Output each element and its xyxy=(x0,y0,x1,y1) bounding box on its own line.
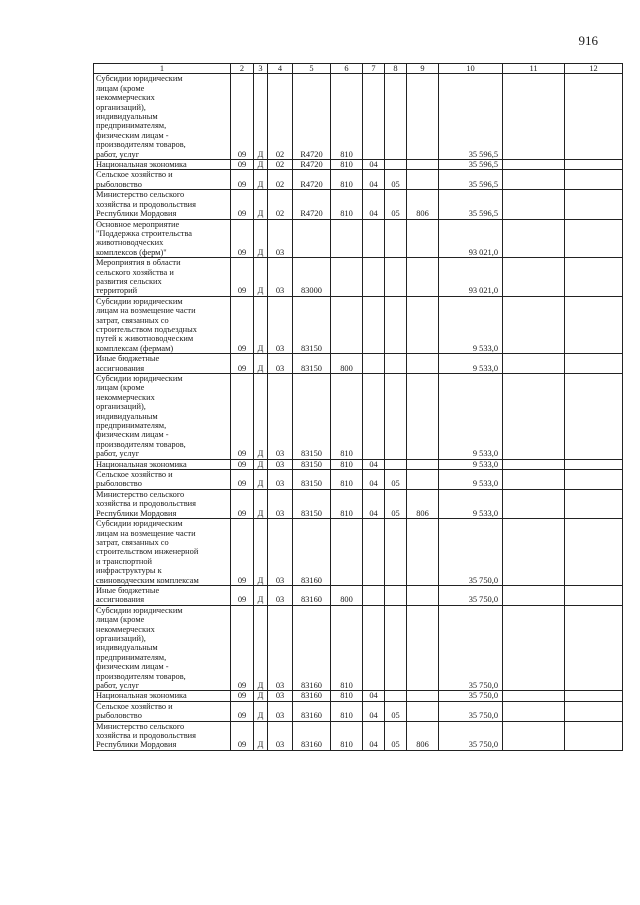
cell-code-9 xyxy=(407,219,439,258)
cell-code-3: Д xyxy=(254,605,268,691)
cell-code-4: 03 xyxy=(268,296,293,353)
cell-code-3: Д xyxy=(254,170,268,190)
cell-amount: 35 596,5 xyxy=(439,170,503,190)
cell-col-12 xyxy=(565,585,623,605)
cell-code-5: 83160 xyxy=(293,721,331,750)
cell-code-4: 03 xyxy=(268,459,293,469)
cell-code-2: 09 xyxy=(231,489,254,518)
cell-code-5: 83160 xyxy=(293,691,331,701)
cell-code-4: 03 xyxy=(268,691,293,701)
cell-code-3: Д xyxy=(254,219,268,258)
cell-code-3: Д xyxy=(254,691,268,701)
cell-code-6: 810 xyxy=(331,605,363,691)
cell-col-11 xyxy=(503,459,565,469)
cell-code-4: 03 xyxy=(268,258,293,297)
column-header: 1 xyxy=(94,64,231,74)
cell-amount: 93 021,0 xyxy=(439,219,503,258)
cell-code-4: 03 xyxy=(268,219,293,258)
cell-code-4: 02 xyxy=(268,74,293,160)
cell-code-8: 05 xyxy=(385,190,407,219)
cell-code-5: R4720 xyxy=(293,160,331,170)
cell-name: Основное мероприятие "Поддержка строительства животноводческих комплексов (ферм)" xyxy=(94,219,231,258)
column-header: 3 xyxy=(254,64,268,74)
cell-name: Субсидии юридическим лицам (кроме некоммерческих организаций), индивидуальным предпринимателям, физическим лицам - производителям товаров, работ, услуг xyxy=(94,605,231,691)
cell-code-8: 05 xyxy=(385,489,407,518)
cell-col-11 xyxy=(503,74,565,160)
cell-code-3: Д xyxy=(254,470,268,490)
cell-code-3: Д xyxy=(254,519,268,586)
cell-code-7 xyxy=(363,74,385,160)
cell-code-7: 04 xyxy=(363,701,385,721)
cell-code-9: 806 xyxy=(407,721,439,750)
cell-code-7 xyxy=(363,296,385,353)
cell-col-12 xyxy=(565,489,623,518)
cell-col-11 xyxy=(503,296,565,353)
cell-col-12 xyxy=(565,258,623,297)
cell-code-9 xyxy=(407,519,439,586)
cell-code-3: Д xyxy=(254,489,268,518)
cell-col-12 xyxy=(565,459,623,469)
cell-code-4: 03 xyxy=(268,519,293,586)
cell-code-4: 03 xyxy=(268,374,293,460)
cell-code-2: 09 xyxy=(231,459,254,469)
cell-code-8: 05 xyxy=(385,721,407,750)
cell-code-4: 03 xyxy=(268,605,293,691)
cell-name: Иные бюджетные ассигнования xyxy=(94,585,231,605)
cell-code-5: 83150 xyxy=(293,459,331,469)
cell-code-4: 03 xyxy=(268,585,293,605)
table-row xyxy=(94,691,623,701)
cell-amount: 9 533,0 xyxy=(439,489,503,518)
cell-code-6: 810 xyxy=(331,470,363,490)
cell-code-7: 04 xyxy=(363,160,385,170)
cell-name: Сельское хозяйство и рыболовство xyxy=(94,470,231,490)
cell-code-3: Д xyxy=(254,258,268,297)
cell-col-12 xyxy=(565,190,623,219)
cell-code-8 xyxy=(385,160,407,170)
cell-col-11 xyxy=(503,701,565,721)
cell-col-11 xyxy=(503,160,565,170)
cell-code-9 xyxy=(407,459,439,469)
cell-code-8 xyxy=(385,585,407,605)
cell-code-3: Д xyxy=(254,721,268,750)
cell-col-12 xyxy=(565,605,623,691)
table-header-row xyxy=(94,64,623,74)
cell-amount: 9 533,0 xyxy=(439,459,503,469)
cell-code-5: 83150 xyxy=(293,470,331,490)
cell-code-5: 83150 xyxy=(293,296,331,353)
cell-col-11 xyxy=(503,519,565,586)
table-row xyxy=(94,519,623,586)
cell-code-7: 04 xyxy=(363,190,385,219)
cell-code-2: 09 xyxy=(231,160,254,170)
cell-amount: 35 750,0 xyxy=(439,519,503,586)
cell-code-5: 83150 xyxy=(293,354,331,374)
cell-code-3: Д xyxy=(254,354,268,374)
cell-code-6: 810 xyxy=(331,74,363,160)
cell-code-6: 810 xyxy=(331,721,363,750)
column-header: 9 xyxy=(407,64,439,74)
cell-code-9 xyxy=(407,160,439,170)
cell-code-4: 03 xyxy=(268,470,293,490)
cell-amount: 35 596,5 xyxy=(439,74,503,160)
cell-code-2: 09 xyxy=(231,170,254,190)
cell-code-8 xyxy=(385,605,407,691)
cell-code-8 xyxy=(385,374,407,460)
column-header: 5 xyxy=(293,64,331,74)
cell-code-2: 09 xyxy=(231,605,254,691)
cell-code-8: 05 xyxy=(385,470,407,490)
cell-code-7 xyxy=(363,605,385,691)
cell-code-2: 09 xyxy=(231,258,254,297)
cell-code-7 xyxy=(363,258,385,297)
cell-amount: 35 596,5 xyxy=(439,160,503,170)
cell-col-11 xyxy=(503,190,565,219)
cell-amount: 9 533,0 xyxy=(439,296,503,353)
cell-col-12 xyxy=(565,160,623,170)
cell-name: Субсидии юридическим лицам на возмещение части затрат, связанных со строительством инженерной и транспортной инфраструктуры к свиноводческим комплексам xyxy=(94,519,231,586)
column-header: 12 xyxy=(565,64,623,74)
cell-code-8 xyxy=(385,354,407,374)
cell-code-2: 09 xyxy=(231,585,254,605)
table-row xyxy=(94,701,623,721)
table-row xyxy=(94,605,623,691)
cell-amount: 35 750,0 xyxy=(439,605,503,691)
cell-col-11 xyxy=(503,721,565,750)
cell-col-11 xyxy=(503,258,565,297)
cell-col-11 xyxy=(503,170,565,190)
cell-code-7: 04 xyxy=(363,470,385,490)
cell-code-7 xyxy=(363,219,385,258)
cell-code-3: Д xyxy=(254,74,268,160)
cell-name: Мероприятия в области сельского хозяйства и развития сельских территорий xyxy=(94,258,231,297)
cell-code-6: 800 xyxy=(331,354,363,374)
cell-name: Министерство сельского хозяйства и продовольствия Республики Мордовия xyxy=(94,489,231,518)
cell-name: Сельское хозяйство и рыболовство xyxy=(94,170,231,190)
cell-code-8: 05 xyxy=(385,701,407,721)
cell-col-11 xyxy=(503,489,565,518)
cell-name: Субсидии юридическим лицам на возмещение части затрат, связанных со строительством подъездных путей к животноводческим комплексам (фермам) xyxy=(94,296,231,353)
cell-name: Субсидии юридическим лицам (кроме некоммерческих организаций), индивидуальным предпринимателям, физическим лицам - производителям товаров, работ, услуг xyxy=(94,374,231,460)
column-header: 4 xyxy=(268,64,293,74)
cell-col-12 xyxy=(565,296,623,353)
cell-amount: 35 596,5 xyxy=(439,190,503,219)
cell-code-5: 83160 xyxy=(293,605,331,691)
column-header: 10 xyxy=(439,64,503,74)
cell-name: Национальная экономика xyxy=(94,691,231,701)
cell-code-9 xyxy=(407,701,439,721)
cell-col-11 xyxy=(503,354,565,374)
cell-code-7 xyxy=(363,354,385,374)
table-row xyxy=(94,296,623,353)
table-row xyxy=(94,74,623,160)
cell-code-2: 09 xyxy=(231,296,254,353)
table-row xyxy=(94,489,623,518)
cell-code-5 xyxy=(293,219,331,258)
cell-col-12 xyxy=(565,74,623,160)
cell-code-4: 03 xyxy=(268,701,293,721)
cell-name: Министерство сельского хозяйства и продовольствия Республики Мордовия xyxy=(94,190,231,219)
cell-code-6: 810 xyxy=(331,160,363,170)
cell-code-9 xyxy=(407,374,439,460)
cell-code-6 xyxy=(331,519,363,586)
cell-code-3: Д xyxy=(254,190,268,219)
cell-code-3: Д xyxy=(254,296,268,353)
cell-amount: 35 750,0 xyxy=(439,721,503,750)
cell-code-9 xyxy=(407,258,439,297)
cell-col-12 xyxy=(565,701,623,721)
table-row xyxy=(94,160,623,170)
cell-col-12 xyxy=(565,470,623,490)
cell-amount: 35 750,0 xyxy=(439,701,503,721)
cell-code-9 xyxy=(407,605,439,691)
cell-code-5: R4720 xyxy=(293,170,331,190)
cell-code-7: 04 xyxy=(363,459,385,469)
cell-code-2: 09 xyxy=(231,354,254,374)
cell-col-12 xyxy=(565,374,623,460)
cell-code-2: 09 xyxy=(231,470,254,490)
cell-col-12 xyxy=(565,170,623,190)
cell-code-8 xyxy=(385,258,407,297)
cell-code-5: 83160 xyxy=(293,701,331,721)
cell-col-12 xyxy=(565,721,623,750)
cell-col-11 xyxy=(503,691,565,701)
table-row xyxy=(94,258,623,297)
cell-code-6: 810 xyxy=(331,691,363,701)
cell-code-9 xyxy=(407,691,439,701)
table-row xyxy=(94,374,623,460)
cell-col-12 xyxy=(565,219,623,258)
column-header: 6 xyxy=(331,64,363,74)
cell-code-6: 810 xyxy=(331,190,363,219)
cell-code-9 xyxy=(407,74,439,160)
page-number: 916 xyxy=(578,33,598,48)
cell-code-5: 83160 xyxy=(293,585,331,605)
cell-code-9: 806 xyxy=(407,190,439,219)
cell-code-7 xyxy=(363,519,385,586)
cell-code-2: 09 xyxy=(231,721,254,750)
cell-code-9 xyxy=(407,585,439,605)
cell-code-5: R4720 xyxy=(293,74,331,160)
cell-code-9 xyxy=(407,170,439,190)
cell-code-2: 09 xyxy=(231,519,254,586)
cell-col-11 xyxy=(503,374,565,460)
cell-code-4: 02 xyxy=(268,160,293,170)
cell-code-2: 09 xyxy=(231,691,254,701)
cell-amount: 35 750,0 xyxy=(439,585,503,605)
cell-col-12 xyxy=(565,691,623,701)
table-row xyxy=(94,219,623,258)
cell-code-6: 810 xyxy=(331,374,363,460)
cell-code-6: 810 xyxy=(331,701,363,721)
cell-amount: 9 533,0 xyxy=(439,354,503,374)
cell-amount: 93 021,0 xyxy=(439,258,503,297)
cell-name: Субсидии юридическим лицам (кроме некоммерческих организаций), индивидуальным предпринимателям, физическим лицам - производителям товаров, работ, услуг xyxy=(94,74,231,160)
cell-code-6: 810 xyxy=(331,170,363,190)
cell-col-12 xyxy=(565,354,623,374)
cell-col-11 xyxy=(503,470,565,490)
table-row xyxy=(94,354,623,374)
cell-amount: 9 533,0 xyxy=(439,470,503,490)
cell-code-9: 806 xyxy=(407,489,439,518)
cell-code-2: 09 xyxy=(231,74,254,160)
cell-code-8 xyxy=(385,219,407,258)
cell-code-4: 02 xyxy=(268,170,293,190)
cell-code-5: 83150 xyxy=(293,489,331,518)
cell-code-4: 03 xyxy=(268,354,293,374)
cell-code-2: 09 xyxy=(231,374,254,460)
cell-code-2: 09 xyxy=(231,219,254,258)
table-row xyxy=(94,721,623,750)
cell-name: Национальная экономика xyxy=(94,459,231,469)
cell-code-5: 83150 xyxy=(293,374,331,460)
table-body xyxy=(94,74,623,750)
cell-code-9 xyxy=(407,354,439,374)
cell-amount: 35 750,0 xyxy=(439,691,503,701)
cell-code-8: 05 xyxy=(385,170,407,190)
cell-code-7 xyxy=(363,374,385,460)
cell-code-4: 03 xyxy=(268,489,293,518)
cell-code-6: 800 xyxy=(331,585,363,605)
cell-code-8 xyxy=(385,519,407,586)
cell-code-5: 83000 xyxy=(293,258,331,297)
cell-col-11 xyxy=(503,219,565,258)
cell-code-3: Д xyxy=(254,459,268,469)
table-row xyxy=(94,190,623,219)
column-header: 8 xyxy=(385,64,407,74)
cell-code-4: 02 xyxy=(268,190,293,219)
cell-code-3: Д xyxy=(254,701,268,721)
cell-code-6: 810 xyxy=(331,489,363,518)
table-row xyxy=(94,585,623,605)
cell-name: Министерство сельского хозяйства и продовольствия Республики Мордовия xyxy=(94,721,231,750)
cell-code-8 xyxy=(385,74,407,160)
table-row xyxy=(94,459,623,469)
cell-code-4: 03 xyxy=(268,721,293,750)
cell-col-11 xyxy=(503,585,565,605)
cell-code-7: 04 xyxy=(363,489,385,518)
cell-name: Иные бюджетные ассигнования xyxy=(94,354,231,374)
cell-code-2: 09 xyxy=(231,701,254,721)
cell-code-8 xyxy=(385,691,407,701)
cell-code-5: R4720 xyxy=(293,190,331,219)
cell-name: Сельское хозяйство и рыболовство xyxy=(94,701,231,721)
table-row xyxy=(94,470,623,490)
cell-code-9 xyxy=(407,296,439,353)
cell-code-3: Д xyxy=(254,160,268,170)
cell-code-3: Д xyxy=(254,374,268,460)
cell-code-7: 04 xyxy=(363,170,385,190)
budget-table xyxy=(93,63,623,751)
cell-code-6 xyxy=(331,219,363,258)
column-header: 7 xyxy=(363,64,385,74)
cell-code-6 xyxy=(331,296,363,353)
cell-name: Национальная экономика xyxy=(94,160,231,170)
cell-code-6: 810 xyxy=(331,459,363,469)
table-row xyxy=(94,170,623,190)
cell-amount: 9 533,0 xyxy=(439,374,503,460)
cell-code-8 xyxy=(385,296,407,353)
cell-code-7 xyxy=(363,585,385,605)
cell-code-2: 09 xyxy=(231,190,254,219)
cell-col-11 xyxy=(503,605,565,691)
cell-code-7: 04 xyxy=(363,721,385,750)
cell-code-7: 04 xyxy=(363,691,385,701)
column-header: 11 xyxy=(503,64,565,74)
cell-code-8 xyxy=(385,459,407,469)
cell-code-5: 83160 xyxy=(293,519,331,586)
cell-code-6 xyxy=(331,258,363,297)
cell-col-12 xyxy=(565,519,623,586)
cell-code-9 xyxy=(407,470,439,490)
cell-code-3: Д xyxy=(254,585,268,605)
column-header: 2 xyxy=(231,64,254,74)
